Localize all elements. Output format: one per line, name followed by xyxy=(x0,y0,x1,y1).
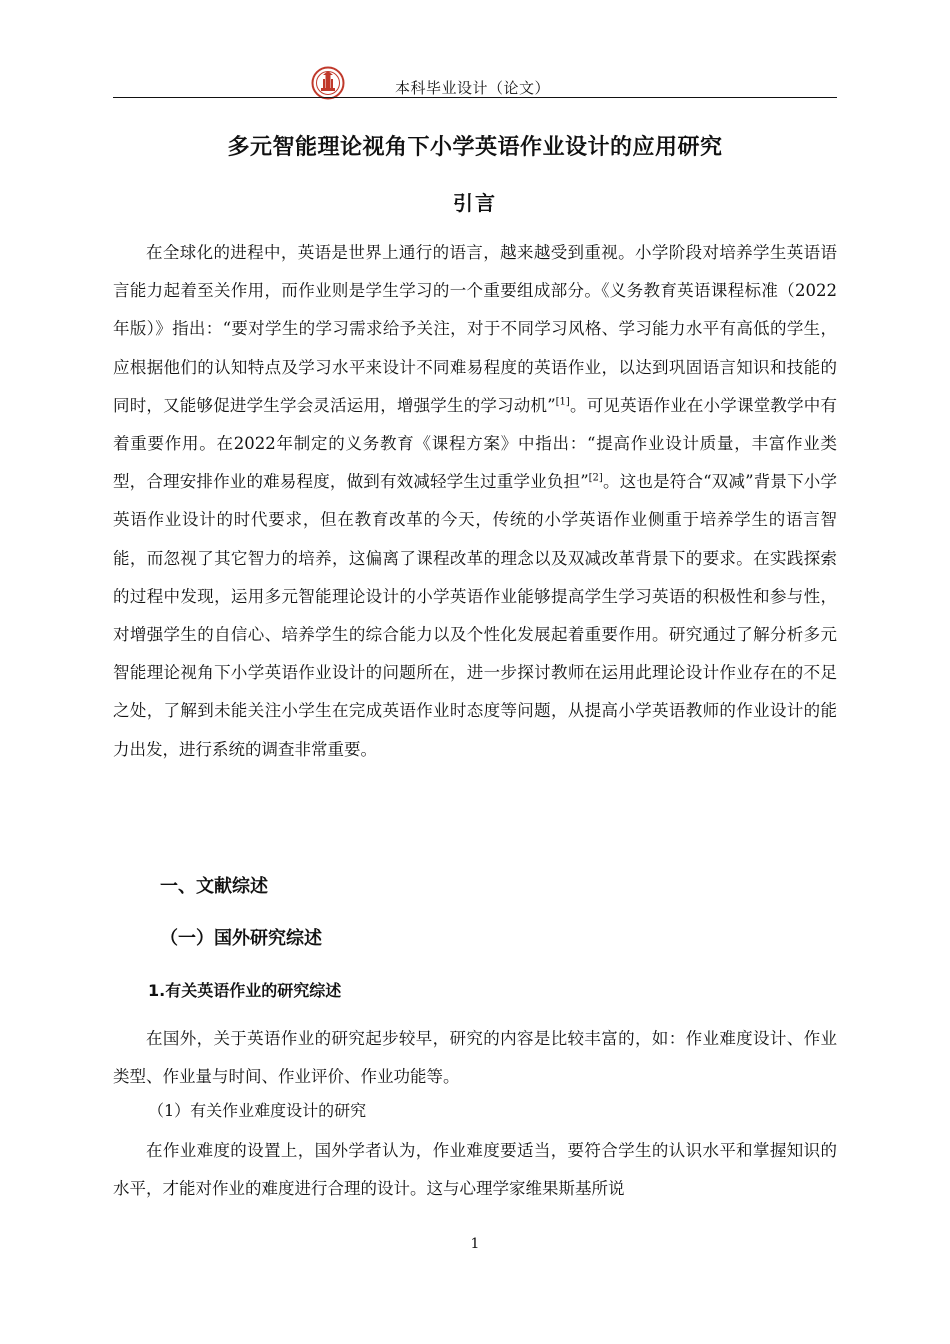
intro-text-part2: 。可见英语作业在小学课堂教学中有着重要作用。在2022年制定的义务教育《课程方案》中指出：“提高作业设计质量，丰富作业类型，合理安排作业的难易程度，做到有效减轻学生过重学业负担” xyxy=(113,395,838,492)
section-title-introduction: 引言 xyxy=(453,191,497,215)
introduction-paragraph xyxy=(113,234,837,769)
header-divider xyxy=(113,97,837,98)
university-logo-icon xyxy=(309,66,347,100)
header-title: 本科毕业设计（论文） xyxy=(395,79,551,97)
intro-text-part3: 。这也是符合“双减”背景下小学英语作业设计的时代要求，但在教育改革的今天，传统的小学英语作业侧重于培养学生的语言智能，而忽视了其它智力的培养，这偏离了课程改革的理念以及双减改革背景下的要求。在实践探索的过程中发现，运用多元智能理论设计的小学英语作业能够提高学生学习英语的积极性和参与性，对增强学生的自信心、培养学生的综合能力以及个性化发展起着重要作用。研究通过了解分析多元智能理论视角下小学英语作业设计的问题所在，进一步探讨教师在运用此理论设计作业存在的不足之处，了解到未能关注小学生在完成英语作业时态度等问题，从提高小学英语教师的作业设计的能力出发，进行系统的调查非常重要。 xyxy=(113,472,837,759)
sub-heading-difficulty-design: （1）有关作业难度设计的研究 xyxy=(148,1101,367,1120)
body-paragraph: 在国外，关于英语作业的研究起步较早，研究的内容是比较丰富的，如：作业难度设计、作业类型、作业量与时间、作业评价、作业功能等。 xyxy=(113,1029,837,1087)
heading-foreign-research: （一）国外研究综述 xyxy=(160,928,322,949)
body-paragraph: 在作业难度的设置上，国外学者认为，作业难度要适当，要符合学生的认识水平和掌握知识的水平，才能对作业的难度进行合理的设计。这与心理学家维果斯基所说 xyxy=(113,1141,837,1199)
page-header xyxy=(113,66,837,98)
page-number: 1 xyxy=(470,1236,480,1252)
intro-text-part1: 在全球化的进程中，英语是世界上通行的语言，越来越受到重视。小学阶段对培养学生英语语言能力起着至关作用，而作业则是学生学习的一个重要组成部分。《义务教育英语课程标准（2022年版）》指出：“要对学生的学习需求给予关注，对于不同学习风格、学习能力水平有高低的学生，应根据他们的认知特点及学习水平来设计不同难易程度的英语作业，以达到巩固语言知识和技能的同时，又能够促进学生学会灵活运用，增强学生的学习动机” xyxy=(113,243,837,415)
heading-literature-review: 一、文献综述 xyxy=(160,876,268,897)
document-title: 多元智能理论视角下小学英语作业设计的应用研究 xyxy=(227,135,723,160)
heading-english-homework-review: 1.有关英语作业的研究综述 xyxy=(148,981,342,1000)
citation-2: [2] xyxy=(588,472,603,484)
citation-1: [1] xyxy=(555,396,570,408)
